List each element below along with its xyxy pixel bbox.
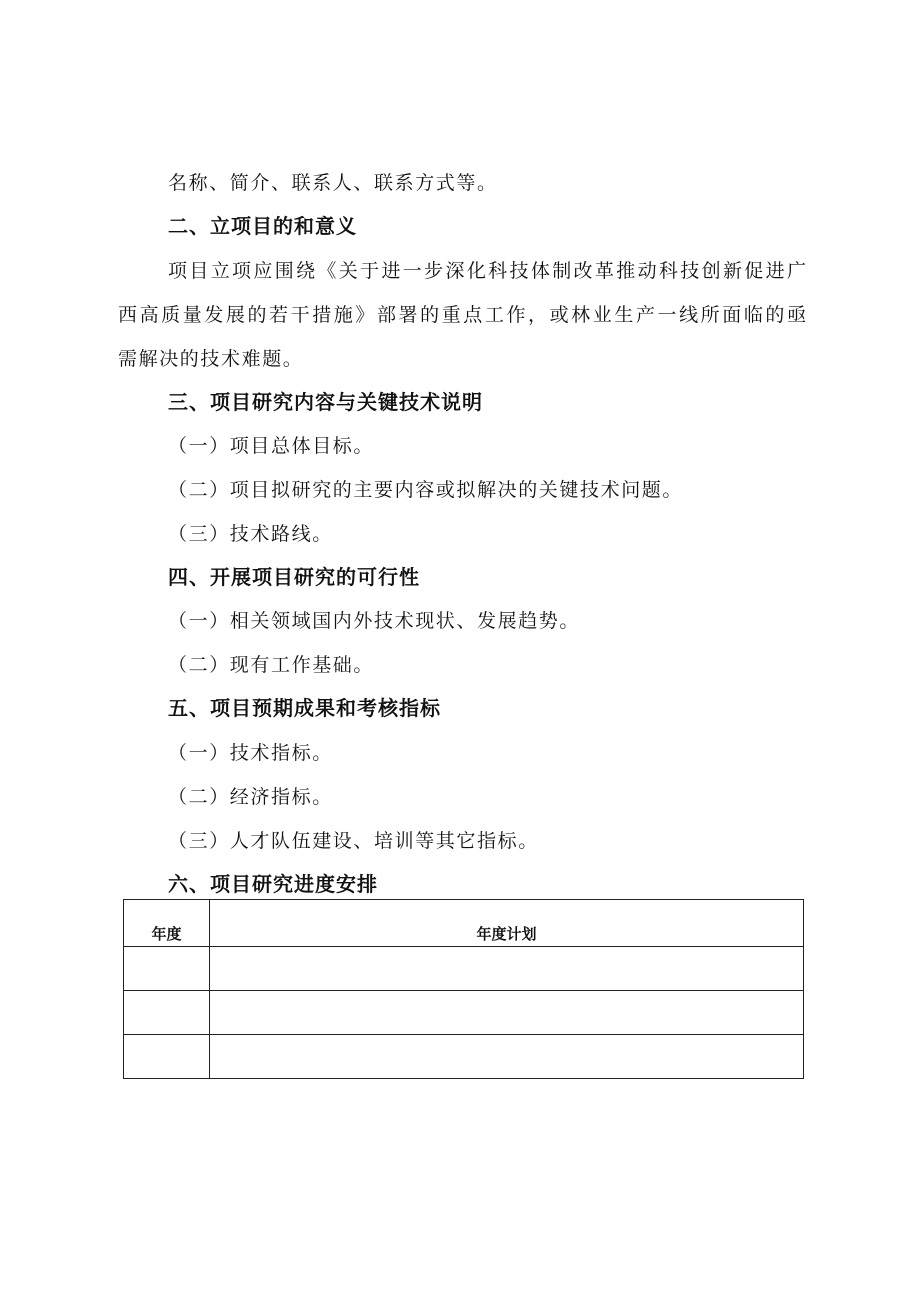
section2-paragraph-line1: 项目立项应围绕《关于进一步深化科技体制改革推动科技创新促进广: [168, 260, 806, 282]
section2-paragraph-line3: 需解决的技术难题。: [118, 348, 304, 370]
section3-item-3: （三）技术路线。: [168, 523, 333, 545]
section3-heading: 三、项目研究内容与关键技术说明: [168, 390, 483, 414]
section5-item-3: （三）人才队伍建设、培训等其它指标。: [168, 830, 539, 852]
header-year: 年度: [124, 900, 210, 947]
intro-tail-text: 名称、简介、联系人、联系方式等。: [168, 172, 498, 194]
section3-item-2: （二）项目拟研究的主要内容或拟解决的关键技术问题。: [168, 479, 684, 501]
row1-plan-cell[interactable]: [210, 947, 804, 991]
section3-item-1: （一）项目总体目标。: [168, 435, 375, 457]
row1-year-cell[interactable]: [124, 947, 210, 991]
row3-year-cell[interactable]: [124, 1035, 210, 1079]
section5-item-1: （一）技术指标。: [168, 742, 333, 764]
row2-year-cell[interactable]: [124, 991, 210, 1035]
section4-heading: 四、开展项目研究的可行性: [168, 565, 420, 589]
section4-item-2: （二）现有工作基础。: [168, 654, 375, 676]
schedule-table: [123, 899, 804, 1079]
section5-heading: 五、项目预期成果和考核指标: [168, 696, 441, 720]
header-annual-plan: 年度计划: [210, 900, 804, 947]
section5-item-2: （二）经济指标。: [168, 786, 333, 808]
table-row: [124, 991, 804, 1035]
section4-item-1: （一）相关领域国内外技术现状、发展趋势。: [168, 610, 581, 632]
section2-paragraph-line2: 西高质量发展的若干措施》部署的重点工作，或林业生产一线所面临的亟: [118, 304, 806, 326]
row3-plan-cell[interactable]: [210, 1035, 804, 1079]
row2-plan-cell[interactable]: [210, 991, 804, 1035]
section2-heading: 二、立项目的和意义: [168, 214, 357, 238]
table-row: [124, 947, 804, 991]
table-row: [124, 1035, 804, 1079]
section6-heading: 六、项目研究进度安排: [168, 872, 378, 896]
table-header-row: [124, 900, 804, 947]
